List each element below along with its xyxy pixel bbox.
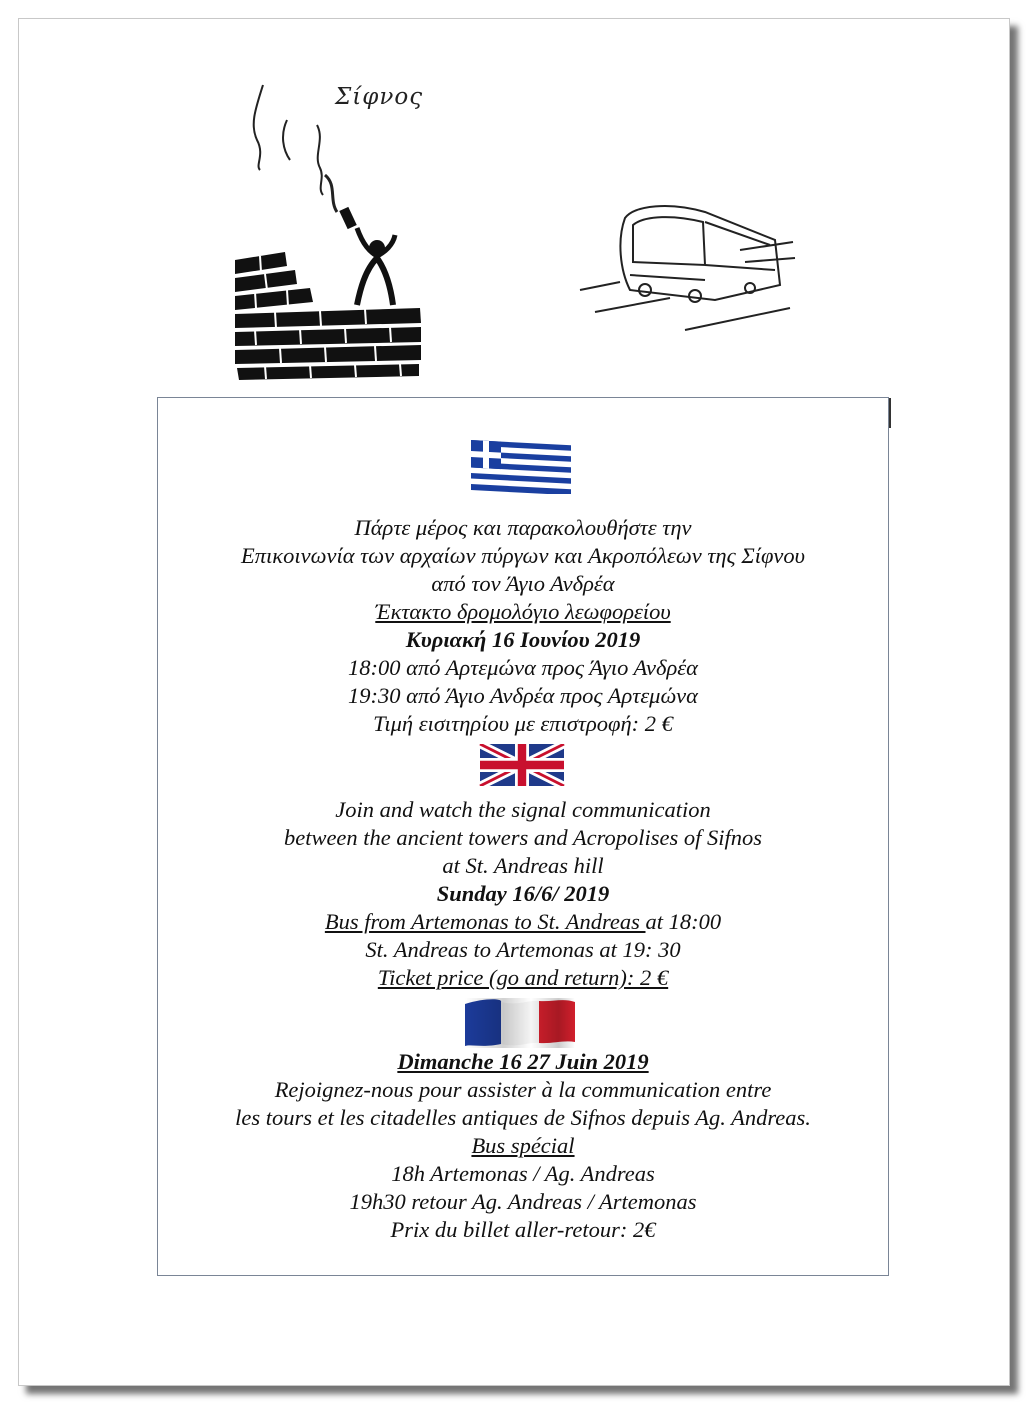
english-bus-time: at 18:00 <box>645 909 722 934</box>
greek-date: Κυριακή 16 Ιουνίου 2019 <box>405 627 641 652</box>
uk-flag-icon <box>473 744 571 786</box>
french-bus-title: Bus spécial <box>471 1133 575 1158</box>
english-price: Ticket price (go and return): 2 € <box>377 965 669 990</box>
english-line-1: Join and watch the signal communication <box>335 797 711 822</box>
french-line-4: 18h Artemonas / Ag. Andreas <box>391 1161 655 1186</box>
french-date: Dimanche 16 27 Juin 2019 <box>397 1049 649 1074</box>
announcement-box <box>157 397 889 1276</box>
greek-bus-title: Έκτακτο δρομολόγιο λεωφορείου <box>375 599 671 624</box>
greek-line-6: 18:00 από Αρτεμώνα προς Άγιο Ανδρέα <box>348 655 698 680</box>
greek-line-2: Επικοινωνία των αρχαίων πύργων και Ακροπόλεων της Σίφνου <box>241 543 805 568</box>
english-date: Sunday 16/6/ 2019 <box>436 881 610 906</box>
french-flag-icon <box>463 998 577 1048</box>
bus-icon <box>575 190 800 340</box>
greek-price: Τιμή εισιτηρίου με επιστροφή: 2 € <box>373 711 673 736</box>
greek-line-3: από τον Άγιο Ανδρέα <box>431 571 615 596</box>
english-line-6: St. Andreas to Artemonas at 19: 30 <box>365 937 681 962</box>
greek-line-7: 19:30 από Άγιο Ανδρέα προς Αρτεμώνα <box>348 683 698 708</box>
french-line-5: 19h30 retour Ag. Andreas / Artemonas <box>349 1189 697 1214</box>
english-line-3: at St. Andreas hill <box>442 853 604 878</box>
french-line-2: les tours et les citadelles antiques de Sifnos depuis Ag. Andreas. <box>235 1105 811 1130</box>
french-line-1: Rejoignez-nous pour assister à la communication entre <box>274 1077 772 1102</box>
french-price: Prix du billet aller-retour: 2€ <box>390 1217 656 1242</box>
logo-text: Σίφνος <box>335 84 424 110</box>
greek-line-1: Πάρτε μέρος και παρακολουθήστε την <box>354 515 692 540</box>
tower-logo-icon <box>225 80 435 385</box>
greek-flag-icon <box>471 440 573 494</box>
english-bus-route: Bus from Artemonas to St. Andreas <box>324 909 646 934</box>
english-line-2: between the ancient towers and Acropolises of Sifnos <box>283 825 763 850</box>
